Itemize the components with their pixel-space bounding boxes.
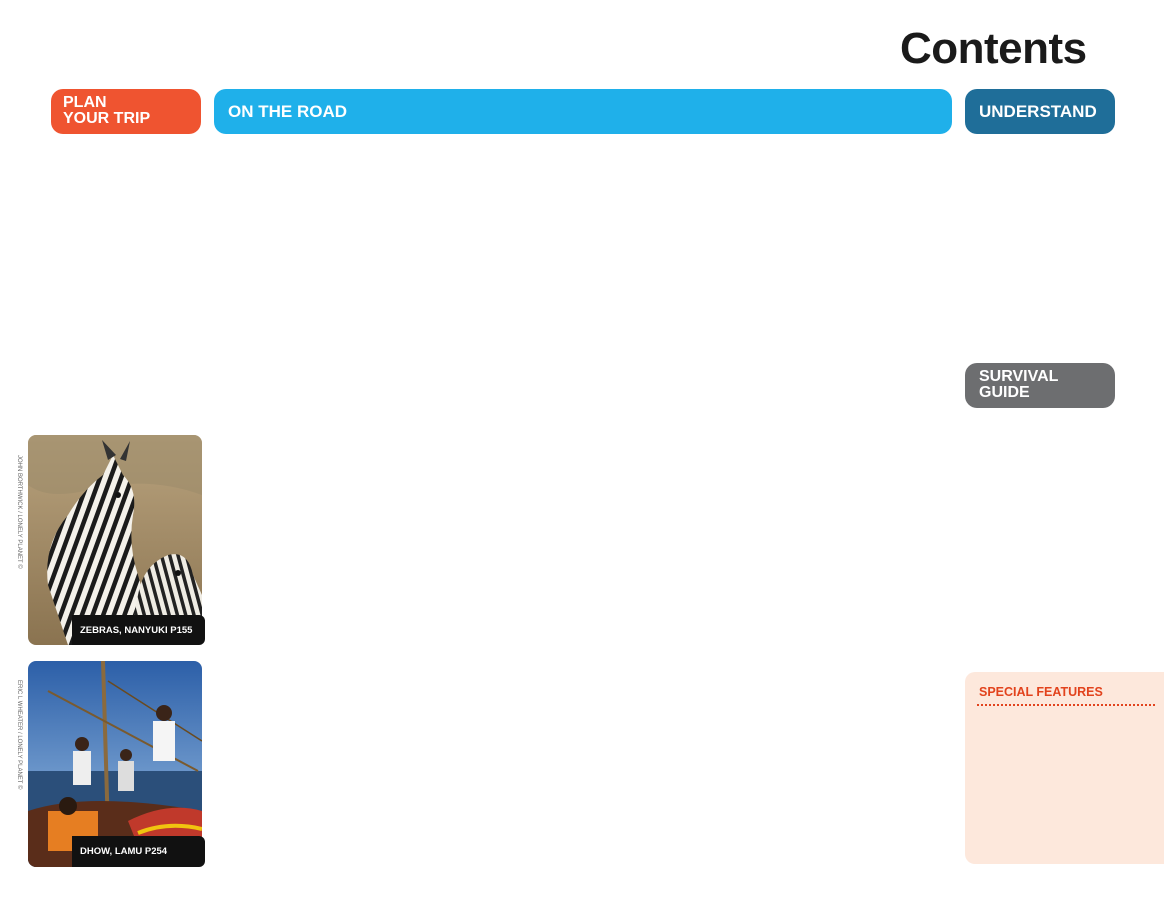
zebras-photo-credit: JOHN BORTHWICK / LONELY PLANET ©	[16, 455, 22, 569]
special-features-divider	[977, 704, 1155, 706]
special-features-box	[965, 672, 1164, 864]
survival-header-line2: GUIDE	[979, 384, 1030, 401]
understand-header: UNDERSTAND	[965, 89, 1115, 134]
zebras-illustration	[28, 435, 202, 645]
plan-header-line1: PLAN	[63, 94, 107, 111]
special-features-title: SPECIAL FEATURES	[979, 685, 1103, 699]
plan-your-trip-header	[51, 89, 201, 134]
on-the-road-header: ON THE ROAD	[214, 89, 952, 134]
dhow-caption: DHOW, LAMU P254	[72, 836, 205, 867]
survival-guide-header	[965, 363, 1115, 408]
plan-header-line2: YOUR TRIP	[63, 110, 151, 127]
dhow-photo-credit: ERIC L WHEATER / LONELY PLANET ©	[16, 680, 22, 790]
page-title: Contents	[900, 24, 1087, 73]
zebras-photo	[28, 435, 202, 645]
survival-header-line1: SURVIVAL	[979, 368, 1059, 385]
zebras-caption: ZEBRAS, NANYUKI P155	[72, 615, 205, 645]
